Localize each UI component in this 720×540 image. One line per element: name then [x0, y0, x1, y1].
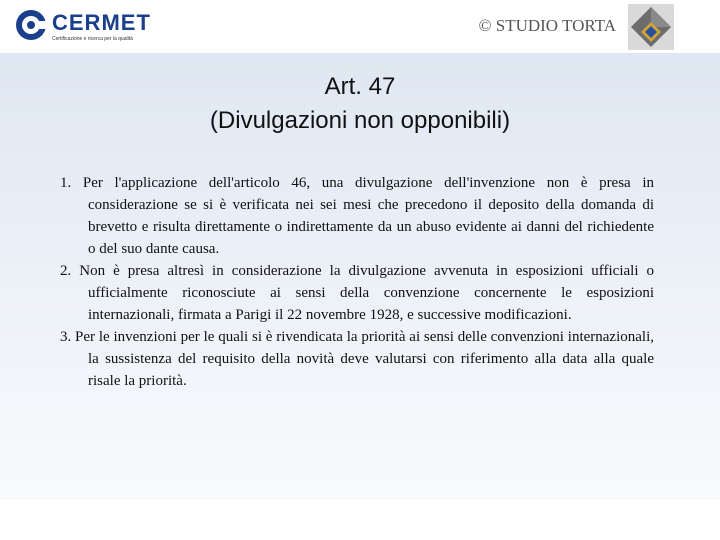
paragraph-3: 3. Per le invenzioni per le quali si è rivendicata la priorità ai sensi delle convenzioni internazionali, la sussistenza del requisito della novità deve valutarsi con riferimento alla data alla quale risale la priorità. [60, 329, 654, 389]
slide-header [0, 0, 720, 52]
cermet-logo-wordmark: CERMET [52, 10, 151, 35]
studio-torta-label: © STUDIO TORTA [478, 16, 616, 35]
article-paragraph-list [60, 172, 654, 392]
paragraph-1: 1. Per l'applicazione dell'articolo 46, una divulgazione dell'invenzione non è presa in considerazione se si è verificata nei sei mesi che precedono il deposito della domanda di brevetto e risulta direttamente o indirettamente da un abuso evidente ai danni del richiedente o del suo dante causa. [60, 175, 654, 257]
cermet-logo [14, 8, 151, 44]
cermet-logo-tagline: Certificazione e ricerca per la qualità [52, 36, 133, 42]
article-subtitle: (Divulgazioni non opponibili) [209, 107, 511, 134]
studio-torta-logo-icon [628, 4, 674, 50]
cermet-logo-mark-icon [14, 8, 48, 42]
slide-title [0, 70, 720, 138]
paragraph-2: 2. Non è presa altresì in considerazione la divulgazione avvenuta in esposizioni ufficiali o ufficialmente riconosciute ai sensi della convenzione concernente le esposizioni internazionali, firmata a Parigi il 22 novembre 1928, e successive modificazioni. [60, 263, 654, 323]
article-number: Art. 47 [324, 73, 396, 100]
slide-footer [0, 500, 720, 540]
